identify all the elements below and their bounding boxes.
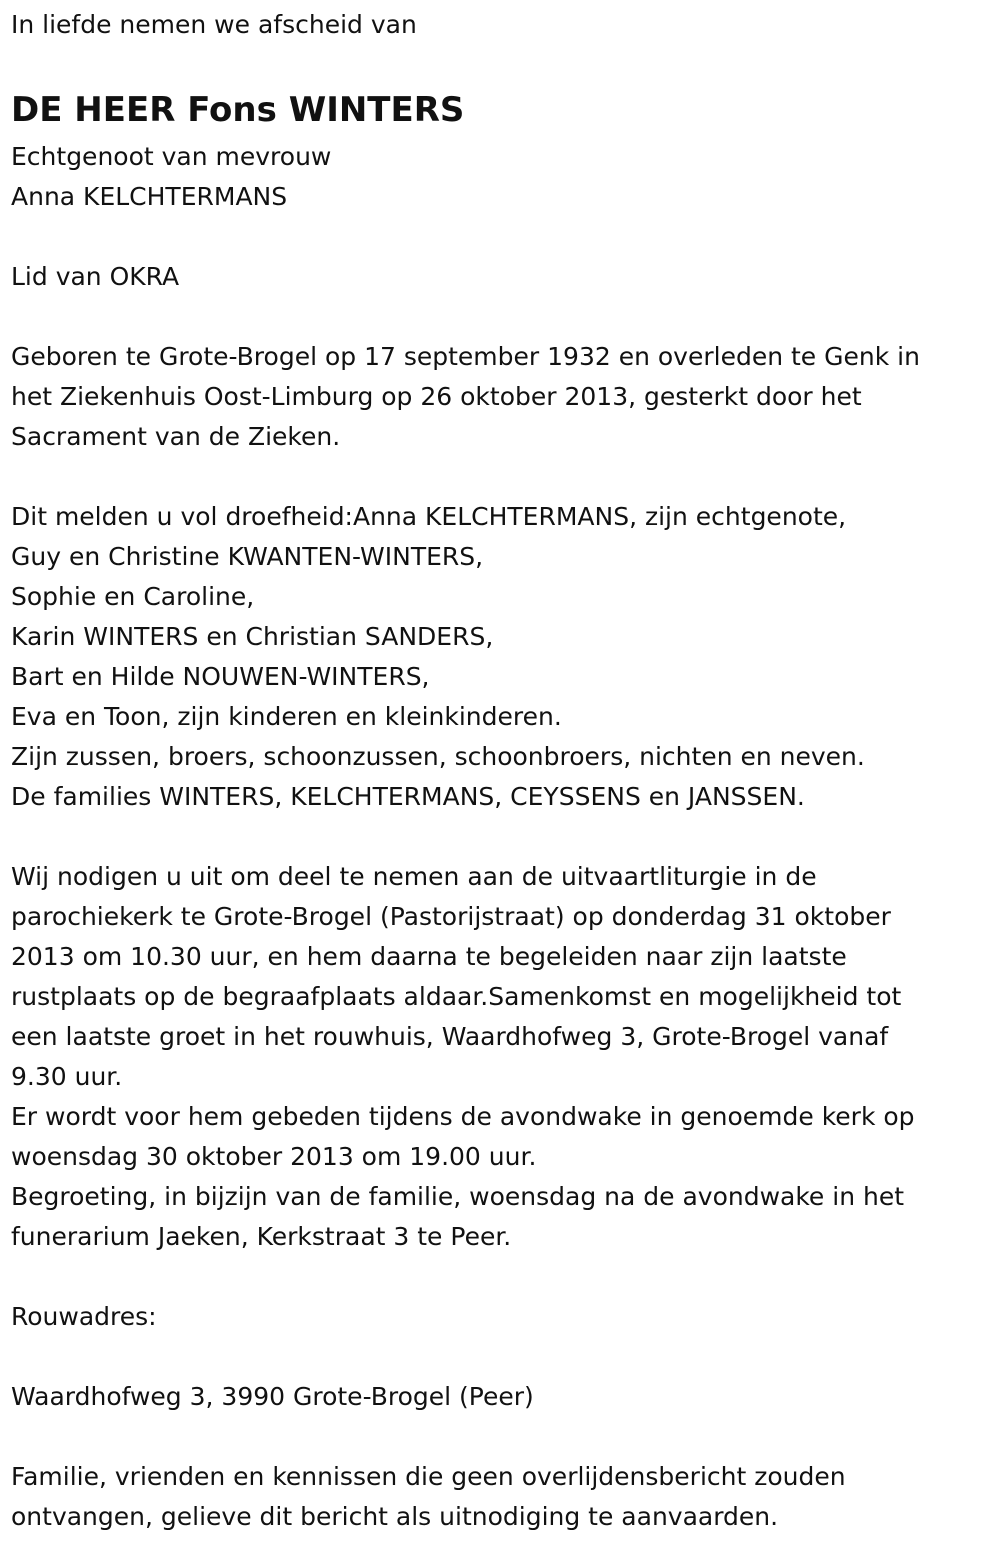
paragraph-line: funerarium Jaeken, Kerkstraat 3 te Peer. xyxy=(11,1222,512,1251)
closing-paragraph xyxy=(11,1457,991,1537)
spouse-name: Anna KELCHTERMANS xyxy=(11,182,288,211)
paragraph-line: Bart en Hilde NOUWEN-WINTERS, xyxy=(11,662,430,691)
paragraph-line: rustplaats op de begraafplaats aldaar.Samenkomst en mogelijkheid tot xyxy=(11,982,902,1011)
paragraph-line: Begroeting, in bijzijn van de familie, woensdag na de avondwake in het xyxy=(11,1182,905,1211)
paragraph-line: Familie, vrienden en kennissen die geen overlijdensbericht zouden xyxy=(11,1462,846,1491)
address-label: Rouwadres: xyxy=(11,1302,157,1331)
ceremony-paragraph xyxy=(11,857,991,1257)
paragraph-line: Sophie en Caroline, xyxy=(11,582,255,611)
paragraph-line: Zijn zussen, broers, schoonzussen, schoonbroers, nichten en neven. xyxy=(11,742,865,771)
spouse-line: Echtgenoot van mevrouw xyxy=(11,142,332,171)
paragraph-line: 2013 om 10.30 uur, en hem daarna te begeleiden naar zijn laatste xyxy=(11,942,847,971)
birth-death-paragraph xyxy=(11,337,991,457)
spouse-block xyxy=(11,137,991,217)
membership-text: Lid van OKRA xyxy=(11,262,180,291)
paragraph-line: De families WINTERS, KELCHTERMANS, CEYSSENS en JANSSEN. xyxy=(11,782,805,811)
paragraph-line: Karin WINTERS en Christian SANDERS, xyxy=(11,622,494,651)
paragraph-line: woensdag 30 oktober 2013 om 19.00 uur. xyxy=(11,1142,537,1171)
paragraph-line: het Ziekenhuis Oost-Limburg op 26 oktober 2013, gesterkt door het xyxy=(11,382,862,411)
paragraph-line: Eva en Toon, zijn kinderen en kleinkinderen. xyxy=(11,702,562,731)
announcement-paragraph xyxy=(11,497,991,817)
address-text: Waardhofweg 3, 3990 Grote-Brogel (Peer) xyxy=(11,1382,534,1411)
paragraph-line: een laatste groet in het rouwhuis, Waardhofweg 3, Grote-Brogel vanaf xyxy=(11,1022,889,1051)
paragraph-line: parochiekerk te Grote-Brogel (Pastorijstraat) op donderdag 31 oktober xyxy=(11,902,891,931)
paragraph-line: Er wordt voor hem gebeden tijdens de avondwake in genoemde kerk op xyxy=(11,1102,915,1131)
deceased-name: DE HEER Fons WINTERS xyxy=(11,90,465,130)
intro-text: In liefde nemen we afscheid van xyxy=(11,10,417,39)
obituary-notice xyxy=(11,0,991,1537)
paragraph-line: Sacrament van de Zieken. xyxy=(11,422,341,451)
paragraph-line: 9.30 uur. xyxy=(11,1062,123,1091)
paragraph-line: ontvangen, gelieve dit bericht als uitnodiging te aanvaarden. xyxy=(11,1502,779,1531)
paragraph-line: Guy en Christine KWANTEN-WINTERS, xyxy=(11,542,484,571)
paragraph-line: Geboren te Grote-Brogel op 17 september 1932 en overleden te Genk in xyxy=(11,342,920,371)
paragraph-line: Wij nodigen u uit om deel te nemen aan de uitvaartliturgie in de xyxy=(11,862,817,891)
paragraph-line: Dit melden u vol droefheid:Anna KELCHTERMANS, zijn echtgenote, xyxy=(11,502,847,531)
